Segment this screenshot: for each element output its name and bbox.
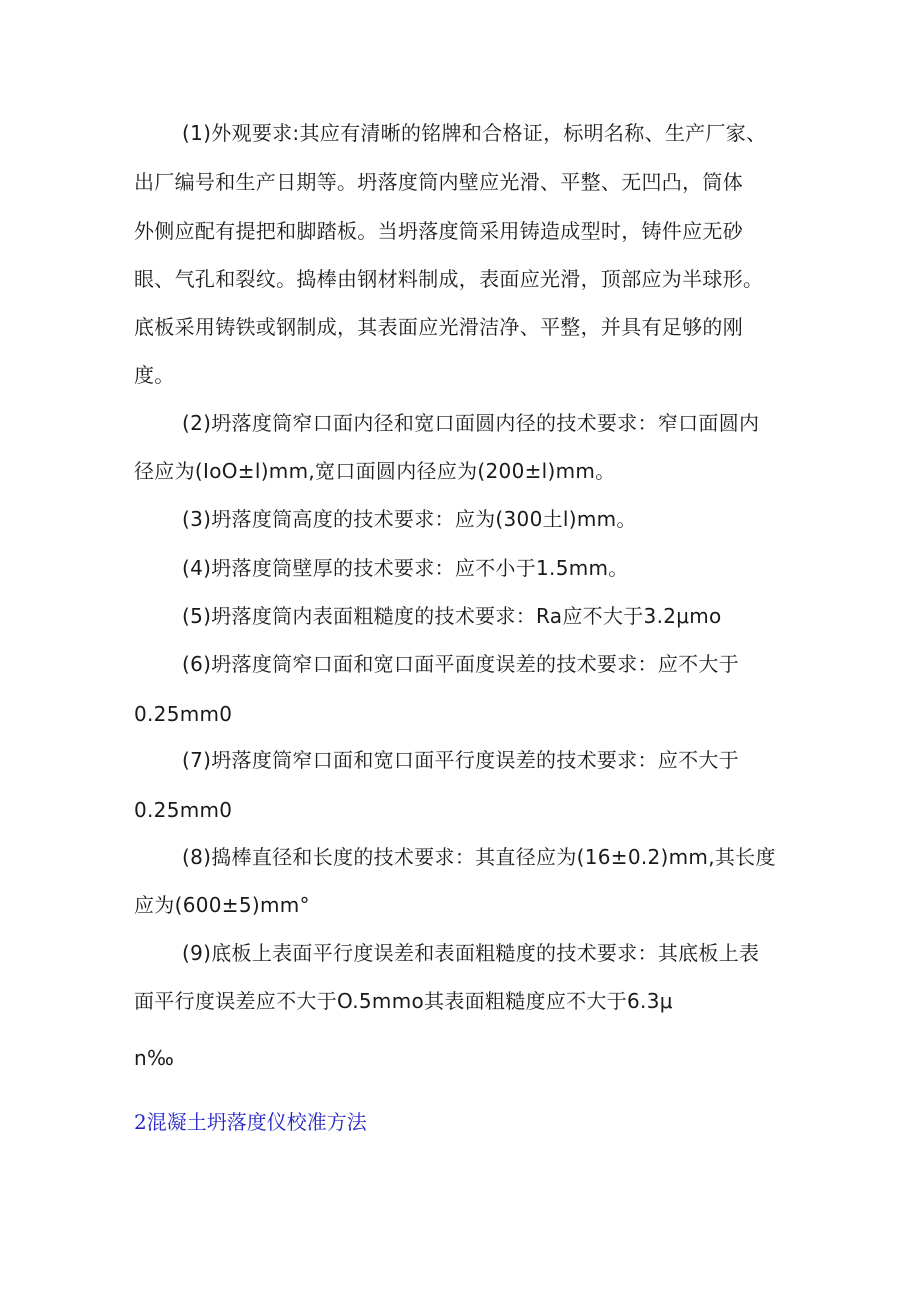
paragraph-7-line-1: (7)坍落度筒窄口面和宽口面平行度误差的技术要求：应不大于 (182, 748, 740, 772)
paragraph-1-line-4: 眼、气孔和裂纹。捣棒由钢材料制成，表面应光滑，顶部应为半球形。 (134, 267, 764, 291)
section-heading: 2混凝土坍落度仪校准方法 (134, 1110, 367, 1134)
paragraph-6-line-2: 0.25mm0 (134, 702, 233, 726)
paragraph-6-line-1: (6)坍落度筒窄口面和宽口面平面度误差的技术要求：应不大于 (182, 652, 740, 676)
paragraph-3: (3)坍落度筒高度的技术要求：应为(300土l)mm。 (182, 507, 637, 531)
paragraph-1-line-3: 外侧应配有提把和脚踏板。当坍落度筒采用铸造成型时，铸件应无砂 (134, 219, 743, 243)
paragraph-1-line-5: 底板采用铸铁或钢制成，其表面应光滑洁净、平整，并具有足够的刚 (134, 315, 743, 339)
paragraph-2-line-2: 径应为(IoO±l)mm,宽口面圆内径应为(200±l)mm。 (134, 459, 616, 483)
paragraph-8-line-2: 应为(600±5)mm° (134, 893, 310, 917)
paragraph-9-line-2: 面平行度误差应不大于O.5mmo其表面粗糙度应不大于6.3μ (134, 989, 673, 1013)
paragraph-8-line-1: (8)捣棒直径和长度的技术要求：其直径应为(16±0.2)mm,其长度 (182, 845, 776, 869)
paragraph-2-line-1: (2)坍落度筒窄口面内径和宽口面圆内径的技术要求：窄口面圆内 (182, 411, 760, 435)
paragraph-1-line-2: 出厂编号和生产日期等。坍落度筒内壁应光滑、平整、无凹凸，筒体 (134, 170, 743, 194)
paragraph-9-line-3: n‰ (134, 1046, 175, 1070)
paragraph-5: (5)坍落度筒内表面粗糙度的技术要求：Ra应不大于3.2μmo (182, 604, 722, 628)
paragraph-1-line-6: 度。 (134, 363, 175, 387)
paragraph-4: (4)坍落度筒壁厚的技术要求：应不小于1.5mm。 (182, 556, 629, 580)
paragraph-9-line-1: (9)底板上表面平行度误差和表面粗糙度的技术要求：其底板上表 (182, 941, 760, 965)
paragraph-1-line-1: (1)外观要求:其应有清晰的铭牌和合格证，标明名称、生产厂家、 (182, 121, 767, 145)
paragraph-7-line-2: 0.25mm0 (134, 798, 233, 822)
